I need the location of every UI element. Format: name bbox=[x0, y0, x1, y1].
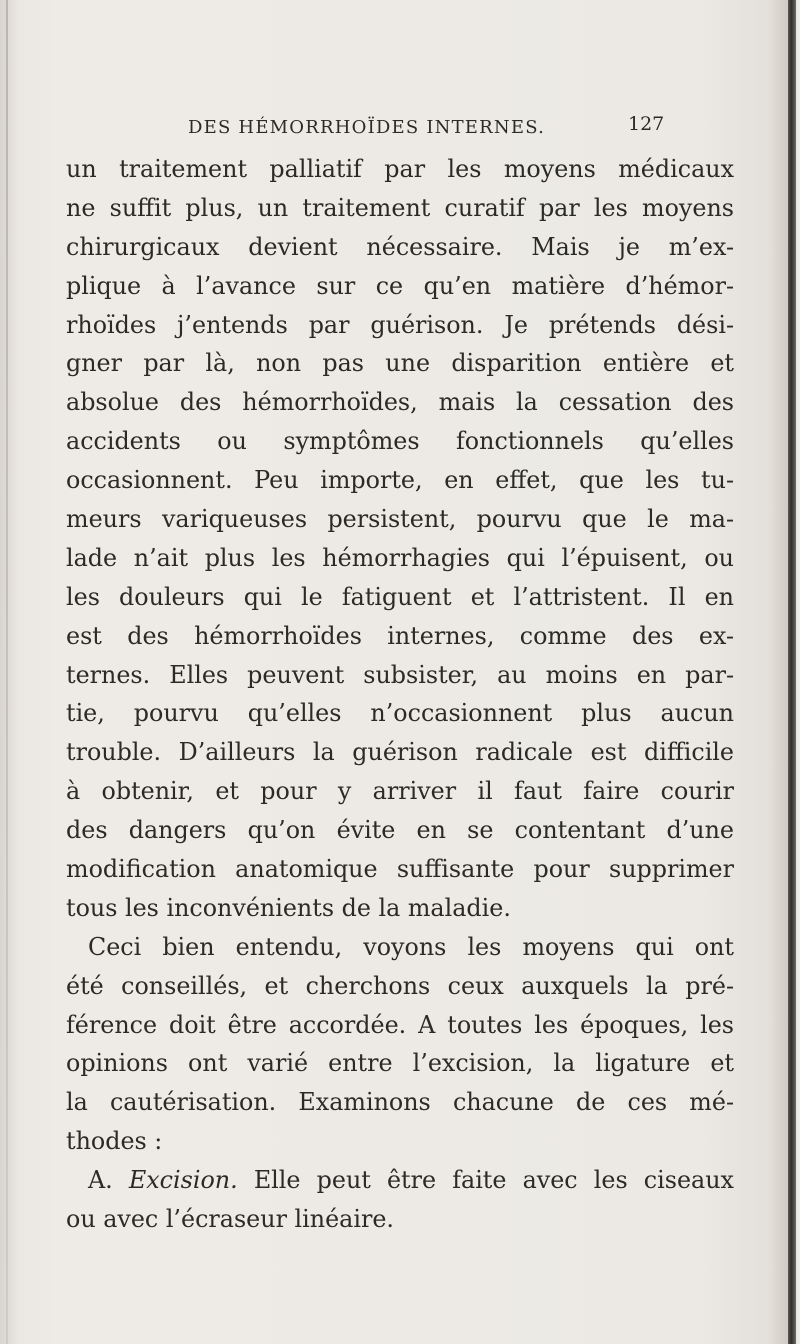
text-line: des dangers qu’on évite en se contentant d’une bbox=[66, 816, 734, 845]
text-line: férence doit être accordée. A toutes les époques, les bbox=[66, 1010, 734, 1039]
text-line: opinions ont varié entre l’excision, la ligature et bbox=[66, 1049, 734, 1078]
section-text: Elle peut être faite avec les ciseaux bbox=[253, 1166, 734, 1195]
text-line: lade n’ait plus les hémorrhagies qui l’épuisent, ou bbox=[66, 543, 734, 572]
text-line: tie, pourvu qu’elles n’occasionnent plus aucun bbox=[66, 699, 734, 728]
page-gutter-shadow bbox=[788, 0, 796, 1344]
text-line: à obtenir, et pour y arriver il faut faire courir bbox=[66, 777, 734, 806]
text-line: ternes. Elles peuvent subsister, au moins en par- bbox=[66, 660, 734, 689]
excision-heading-line bbox=[66, 1161, 734, 1200]
text-line: occasionnent. Peu importe, en effet, que les tu- bbox=[66, 466, 734, 495]
text-line: tous les inconvénients de la maladie. bbox=[66, 893, 511, 922]
text-line: Ceci bien entendu, voyons les moyens qui ont bbox=[88, 932, 734, 961]
text-line: trouble. D’ailleurs la guérison radicale est difficile bbox=[66, 738, 734, 767]
text-line: un traitement palliatif par les moyens médicaux bbox=[66, 155, 734, 183]
text-line: ou avec l’écraseur linéaire. bbox=[66, 1205, 394, 1234]
text-line: absolue des hémorrhoïdes, mais la cessation des bbox=[66, 388, 734, 417]
text-line: plique à l’avance sur ce qu’en matière d’hémor- bbox=[66, 271, 734, 300]
text-line: gner par là, non pas une disparition entière et bbox=[66, 349, 734, 378]
running-head: DES HÉMORRHOÏDES INTERNES. bbox=[188, 117, 546, 138]
text-line: modification anatomique suffisante pour supprimer bbox=[66, 855, 734, 884]
body-text bbox=[66, 150, 734, 1239]
section-title: Excision. bbox=[128, 1166, 238, 1195]
text-line: chirurgicaux devient nécessaire. Mais je m’ex- bbox=[66, 232, 734, 261]
text-line: ne suffit plus, un traitement curatif par les moyens bbox=[66, 193, 734, 222]
text-line: rhoïdes j’entends par guérison. Je prétends dési- bbox=[66, 310, 734, 339]
text-line: accidents ou symptômes fonctionnels qu’elles bbox=[66, 427, 734, 456]
text-line: la cautérisation. Examinons chacune de ces mé- bbox=[66, 1088, 734, 1117]
page-header bbox=[0, 113, 800, 143]
text-line: les douleurs qui le fatiguent et l’attristent. Il en bbox=[66, 582, 734, 611]
section-label: A. bbox=[88, 1166, 113, 1195]
page-left-edge bbox=[6, 0, 8, 1344]
text-line: thodes : bbox=[66, 1127, 163, 1156]
page-number: 127 bbox=[628, 113, 665, 135]
text-line: meurs variqueuses persistent, pourvu que le ma- bbox=[66, 505, 734, 534]
text-line: été conseillés, et cherchons ceux auxquels la pré- bbox=[66, 971, 734, 1000]
text-line: est des hémorrhoïdes internes, comme des ex- bbox=[66, 621, 734, 650]
